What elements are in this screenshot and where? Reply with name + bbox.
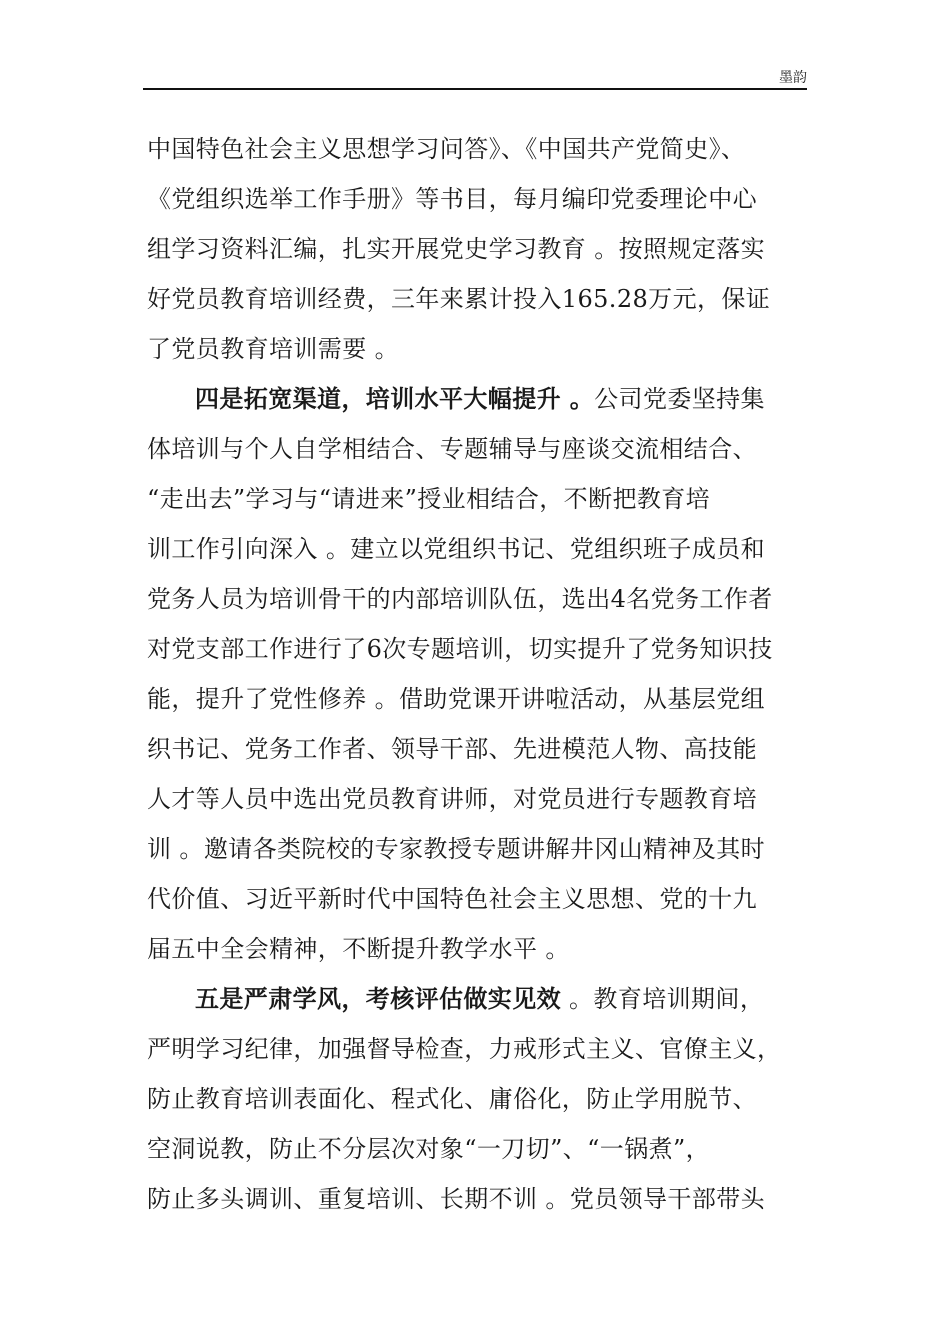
text-line: 了党员教育培训需要 。 <box>147 335 400 363</box>
text-line: 严明学习纪律，加强督导检查，力戒形式主义、官僚主义， <box>147 1035 782 1063</box>
text-line: 训工作引向深入 。建立以党组织书记、党组织班子成员和 <box>147 535 766 563</box>
text-line: 防止多头调训、重复培训、长期不训 。党员领导干部带头 <box>147 1185 766 1213</box>
text-line: 中国特色社会主义思想学习问答》、《中国共产党简史》、 <box>147 135 746 163</box>
paragraph-2 <box>147 374 807 974</box>
paragraph-text: 。教育培训期间， <box>561 985 765 1013</box>
text-line: 党务人员为培训骨干的内部培训队伍，选出4名党务工作者 <box>147 585 773 613</box>
paragraph-heading: 四是拓宽渠道，培训水平大幅提升 。 <box>195 384 595 413</box>
text-line: 空洞说教，防止不分层次对象“一刀切”、“一锅煮”， <box>147 1135 711 1163</box>
paragraph-text: 公司党委坚持集 <box>594 385 765 413</box>
text-line: 代价值、习近平新时代中国特色社会主义思想、党的十九 <box>147 885 757 913</box>
text-line: 人才等人员中选出党员教育讲师，对党员进行专题教育培 <box>147 785 757 813</box>
paragraph-3 <box>147 974 807 1224</box>
header-brand: 墨韵 <box>779 70 807 86</box>
text-line <box>147 974 807 1024</box>
text-line: 届五中全会精神，不断提升教学水平 。 <box>147 935 570 963</box>
text-line <box>147 374 807 424</box>
text-line: 对党支部工作进行了6次专题培训，切实提升了党务知识技 <box>147 635 773 663</box>
text-line: 能，提升了党性修养 。借助党课开讲啦活动，从基层党组 <box>147 685 766 713</box>
text-line: 好党员教育培训经费，三年来累计投入165.28万元，保证 <box>147 285 771 313</box>
header-rule <box>143 88 807 90</box>
text-line: 组学习资料汇编，扎实开展党史学习教育 。按照规定落实 <box>147 235 766 263</box>
text-line: 织书记、党务工作者、领导干部、先进模范人物、高技能 <box>147 735 757 763</box>
paragraph-heading: 五是严肃学风，考核评估做实见效 <box>195 984 561 1013</box>
text-line: 体培训与个人自学相结合、专题辅导与座谈交流相结合、 <box>147 435 757 463</box>
text-line: 训 。邀请各类院校的专家教授专题讲解井冈山精神及其时 <box>147 835 766 863</box>
document-body <box>147 124 807 1224</box>
paragraph-1 <box>147 124 807 374</box>
text-line: 《党组织选举工作手册》等书目，每月编印党委理论中心 <box>147 185 757 213</box>
text-line: 防止教育培训表面化、程式化、庸俗化，防止学用脱节、 <box>147 1085 757 1113</box>
text-line: “走出去”学习与“请进来”授业相结合，不断把教育培 <box>147 485 711 513</box>
